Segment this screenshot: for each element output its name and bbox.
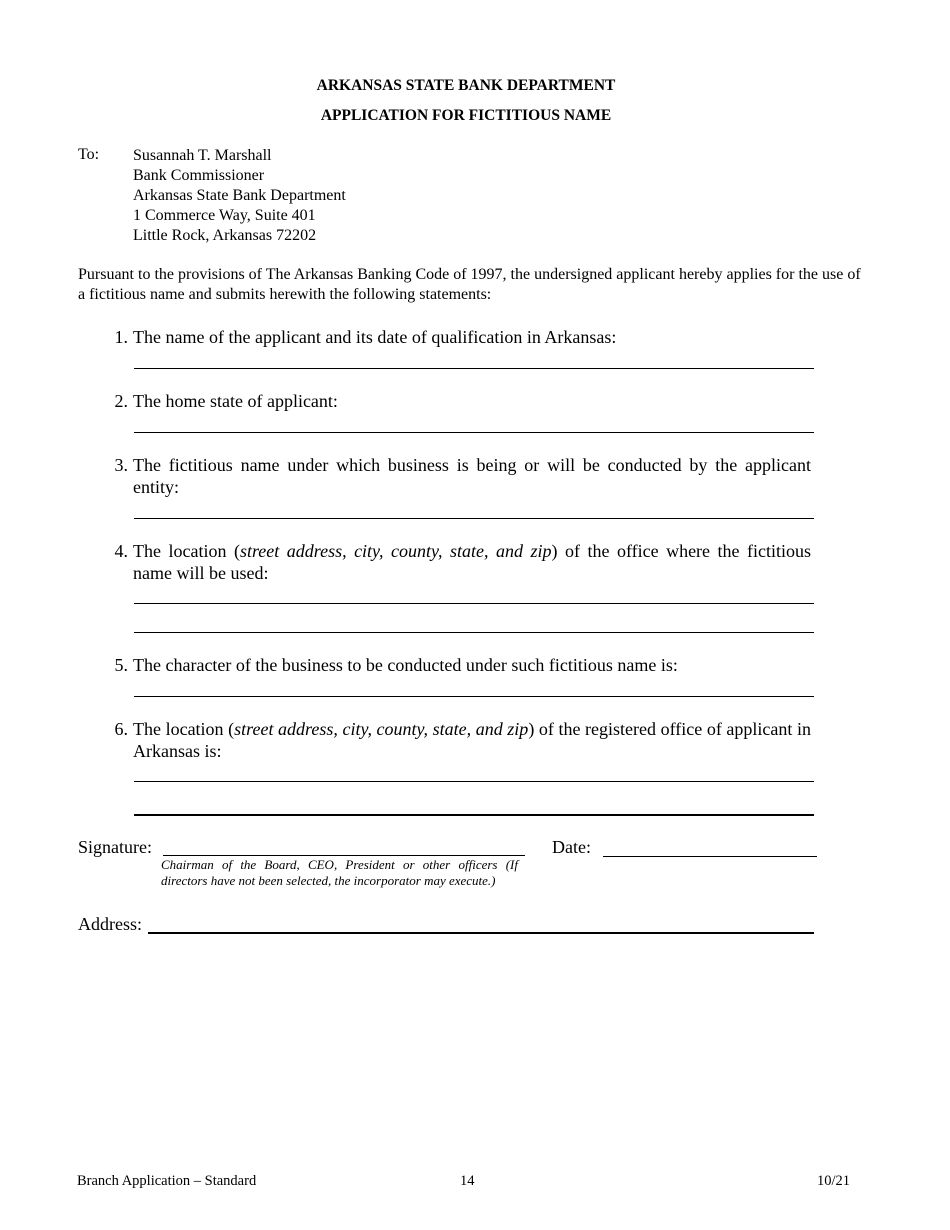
item-text: The home state of applicant: (133, 391, 338, 411)
answer-line[interactable] (134, 814, 814, 816)
form-title: APPLICATION FOR FICTITIOUS NAME (320, 107, 612, 124)
signature-line[interactable] (163, 855, 525, 856)
item-number: 1. (114, 327, 128, 347)
address-label: Address: (78, 914, 142, 934)
item-text (133, 540, 811, 584)
answer-line[interactable] (134, 632, 814, 633)
answer-line[interactable] (134, 696, 814, 697)
date-line[interactable] (603, 856, 817, 857)
item-text-pre: The location ( (133, 541, 240, 561)
answer-line[interactable] (134, 432, 814, 433)
footer-page-number: 14 (460, 1173, 475, 1189)
item-number: 2. (114, 391, 128, 411)
item-number: 5. (114, 655, 128, 675)
document-title: ARKANSAS STATE BANK DEPARTMENT (316, 77, 616, 94)
answer-line[interactable] (134, 603, 814, 604)
item-text (133, 718, 811, 762)
item-number: 6. (114, 719, 128, 739)
recipient-address (133, 146, 346, 246)
recipient-name: Susannah T. Marshall (133, 147, 272, 164)
answer-line[interactable] (134, 781, 814, 782)
address-line[interactable] (148, 932, 814, 934)
item-text: The character of the business to be conducted under such fictitious name is: (133, 655, 678, 675)
item-text-post: ) of the registered office of applicant in Arkansas is: (133, 719, 811, 761)
recipient-role: Bank Commissioner (133, 167, 265, 184)
footer-revision-date: 10/21 (817, 1173, 851, 1189)
item-text-italic: street address, city, county, state, and zip (234, 719, 529, 739)
item-text: The fictitious name under which business is being or will be conducted by the applicant entity: (133, 455, 811, 497)
footer-form-name: Branch Application – Standard (77, 1173, 257, 1189)
item-text-italic: street address, city, county, state, and zip (239, 541, 552, 561)
item-text: The name of the applicant and its date of qualification in Arkansas: (133, 327, 617, 347)
signature-note: Chairman of the Board, CEO, President or other officers (If directors have not been selected, the incorporator may execute.) (161, 857, 518, 888)
to-label: To: (78, 146, 100, 163)
item-number: 4. (114, 541, 128, 561)
intro-paragraph: Pursuant to the provisions of The Arkansas Banking Code of 1997, the undersigned applicant hereby applies for the use of a fictitious name and submits herewith the following statements: (78, 266, 861, 303)
signature-label: Signature: (78, 837, 152, 857)
item-text-pre: The location ( (133, 719, 235, 739)
item-text-post: ) of the office where the fictitious name will be used: (133, 541, 811, 583)
answer-line[interactable] (134, 368, 814, 369)
recipient-city: Little Rock, Arkansas 72202 (133, 227, 317, 244)
item-number: 3. (114, 455, 128, 475)
answer-line[interactable] (134, 518, 814, 519)
recipient-street: 1 Commerce Way, Suite 401 (133, 207, 316, 224)
date-label: Date: (552, 837, 591, 857)
recipient-department: Arkansas State Bank Department (133, 187, 346, 204)
